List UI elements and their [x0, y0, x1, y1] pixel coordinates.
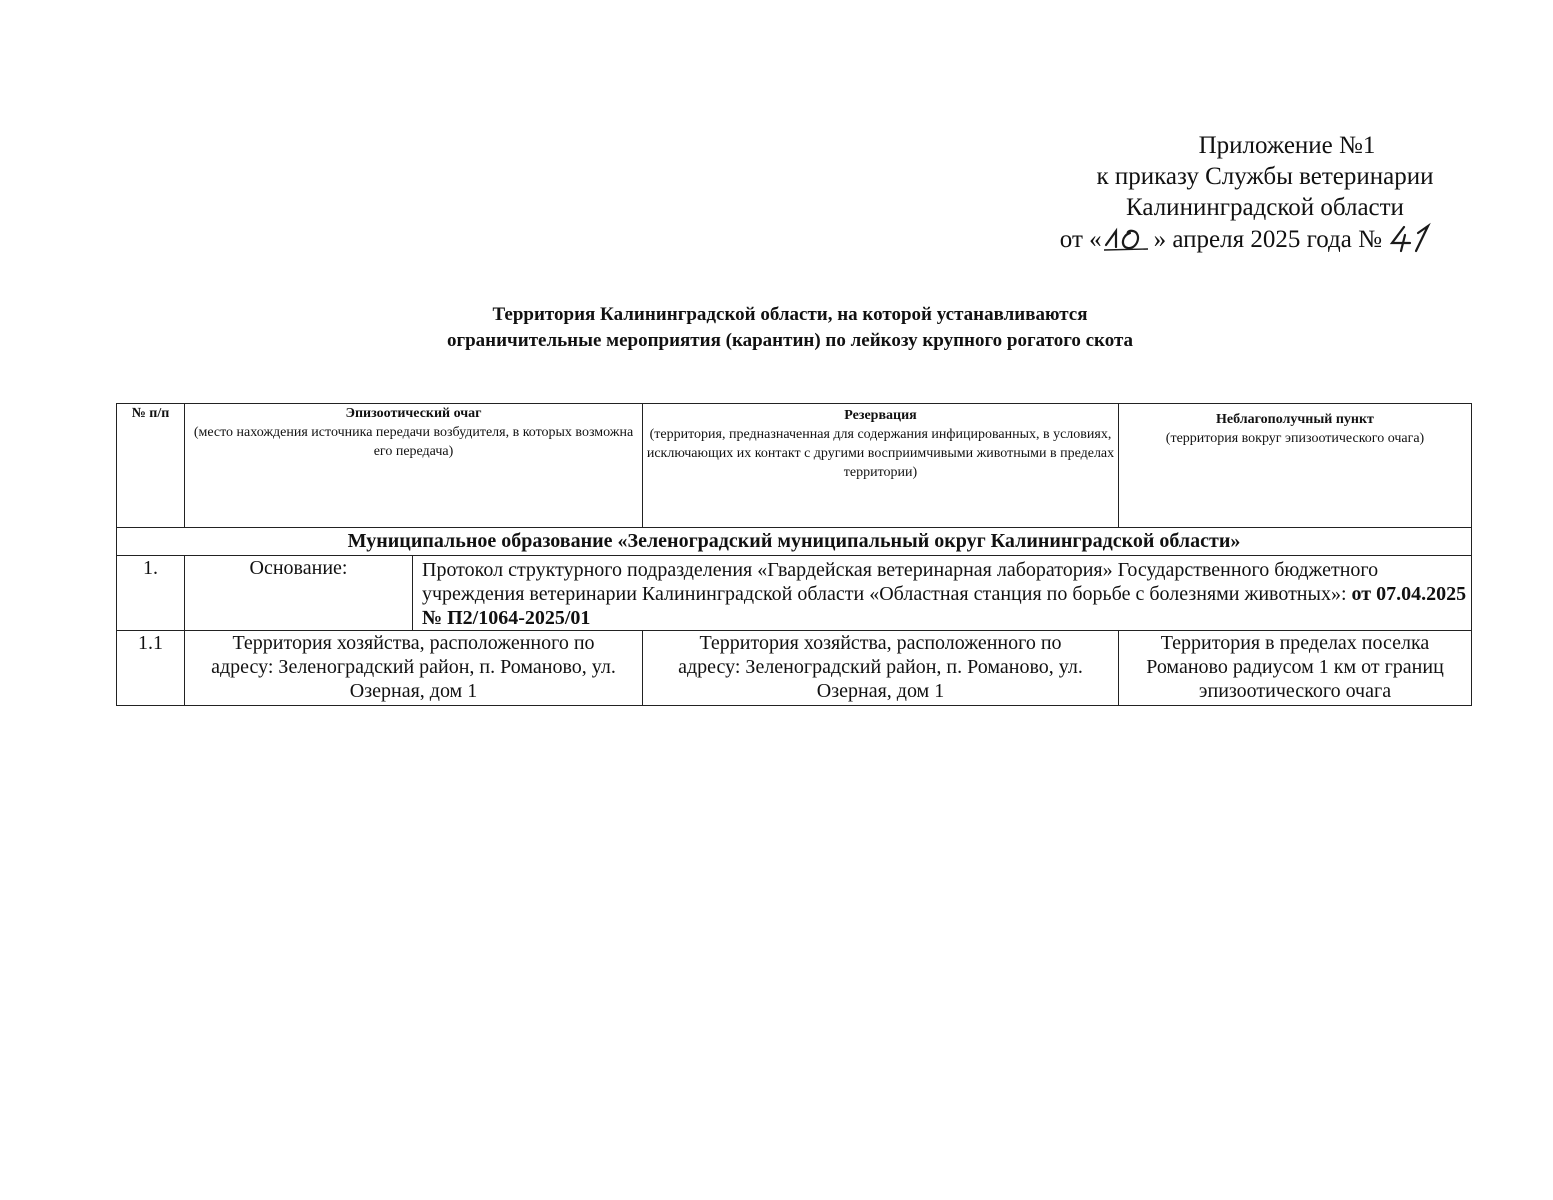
header-unfavorable [1119, 404, 1472, 528]
basis-index: 1. [117, 556, 185, 631]
document-title [290, 302, 1290, 354]
appendix-date-line [1004, 223, 1490, 255]
quarantine-table [116, 403, 1472, 706]
appendix-region: Калининградской области [1126, 194, 1404, 221]
header-reservation-title: Резервация [844, 408, 917, 423]
basis-label: Основание: [185, 556, 413, 631]
document-title-line1: Территория Калининградской области, на которой устанавливаются [492, 304, 1088, 325]
document-title-line2: ограничительные мероприятия (карантин) по лейкозу крупного рогатого скота [446, 330, 1134, 351]
header-focus-title: Эпизоотический очаг [345, 406, 482, 421]
appendix-header [1040, 130, 1490, 255]
header-num: № п/п [117, 404, 185, 528]
header-unfavorable-title: Неблагополучный пункт [1216, 412, 1374, 427]
header-unfavorable-desc: (территория вокруг эпизоотического очага) [1165, 431, 1425, 446]
row-focus: Территория хозяйства, расположенного по адресу: Зеленоградский район, п. Романово, ул. Озерная, дом 1 [185, 631, 643, 706]
header-focus [185, 404, 643, 528]
basis-protocol-text: Протокол структурного подразделения «Гвардейская ветеринарная лаборатория» Государственного бюджетного учреждения ветеринарии Калининградской области «Областная станция по борьбе с болезнями животных»: [422, 559, 1379, 605]
date-prefix: от « [1059, 226, 1102, 253]
header-focus-desc: (место нахождения источника передачи возбудителя, в которых возможна его передача) [193, 425, 634, 459]
municipality-name: Муниципальное образование «Зеленоградский муниципальный округ Калининградской области» [117, 528, 1472, 556]
table-row [117, 631, 1472, 706]
appendix-order-ref: к приказу Службы ветеринарии [1096, 163, 1434, 190]
basis-text [413, 556, 1472, 631]
basis-row [117, 556, 1472, 631]
date-month-year: » апреля 2025 года № [1153, 226, 1382, 253]
header-reservation-desc: (территория, предназначенная для содержания инфицированных, в условиях, исключающих их контакт с другими восприимчивыми животными в пределах территории) [646, 427, 1115, 480]
appendix-title: Приложение №1 [1198, 132, 1376, 159]
row-index: 1.1 [117, 631, 185, 706]
handwritten-date [1102, 223, 1154, 253]
handwritten-order-number [1388, 223, 1434, 253]
basis-protocol-ref: от 07.04.2025 № П2/1064-2025/01 [422, 583, 1467, 629]
header-reservation [643, 404, 1119, 528]
row-unfavorable: Территория в пределах поселка Романово радиусом 1 км от границ эпизоотического очага [1119, 631, 1472, 706]
row-reservation: Территория хозяйства, расположенного по адресу: Зеленоградский район, п. Романово, ул. Озерная, дом 1 [643, 631, 1119, 706]
municipality-row [117, 528, 1472, 556]
table-header-row [117, 404, 1472, 528]
